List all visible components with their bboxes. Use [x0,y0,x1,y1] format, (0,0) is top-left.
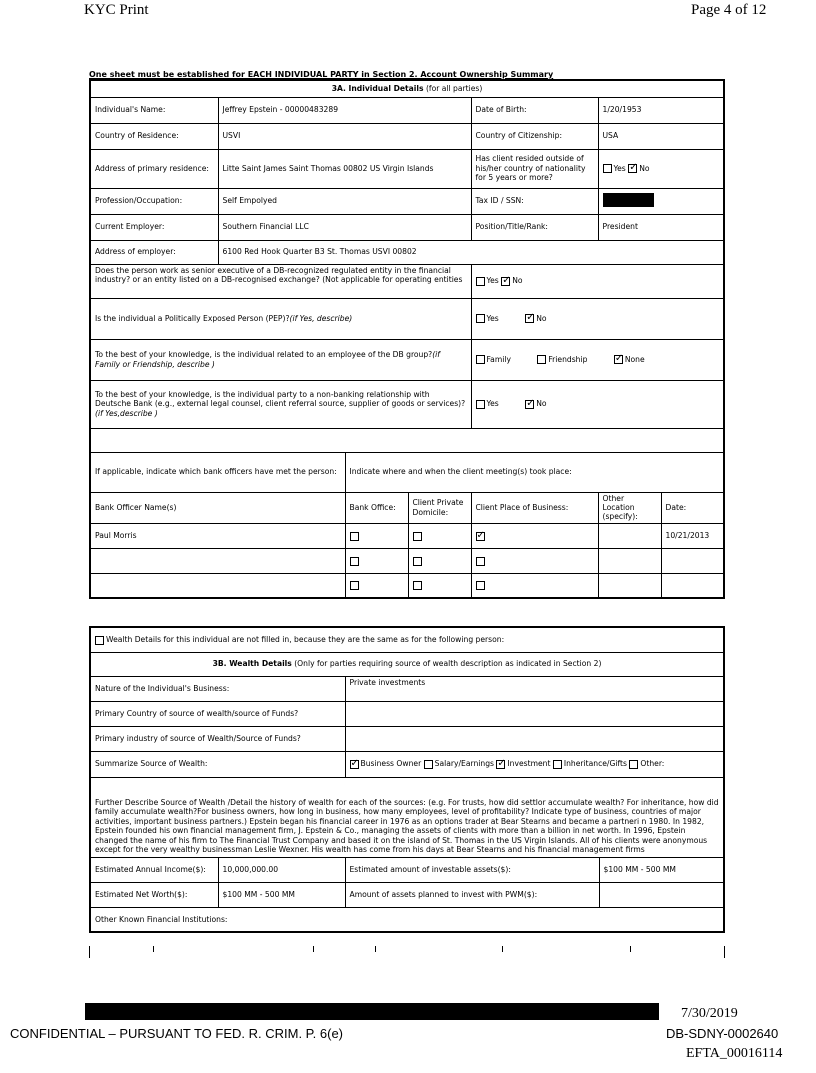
meeting-office-cell [345,523,408,548]
friendship-label: Friendship [548,354,588,364]
residence-label: Country of Residence: [90,123,218,149]
meeting-date-cell: 10/21/2013 [661,523,724,548]
position-label: Position/Title/Rank: [471,214,598,240]
meeting-office-cell [345,548,408,573]
other-institutions-label: Other Known Financial Institutions: [90,907,724,932]
citizenship-label: Country of Citizenship: [471,123,598,149]
cut-tick [313,946,314,952]
citizenship-value: USA [598,123,724,149]
section-3b-title-bold: 3B. Wealth Details [212,659,292,669]
resided-yes-checkbox[interactable] [603,164,612,173]
nonbanking-options [471,380,724,428]
same-as-label: Wealth Details for this individual are not filled in, because they are the same as for the following person: [106,635,505,644]
dob-value: 1/20/1953 [598,97,724,123]
meeting-other-cell [598,573,661,598]
meeting-row [90,573,724,598]
networth-label: Estimated Net Worth($): [90,882,218,907]
footer-bates-number: DB-SDNY-0002640 [666,1026,779,1041]
planned-value [599,882,724,907]
industry-label: Primary industry of source of Wealth/Source of Funds? [90,726,345,751]
profession-value: Self Empolyed [218,188,471,214]
related-question-text: To the best of your knowledge, is the individual related to an employee of the DB group? [95,350,433,360]
investable-label: Estimated amount of investable assets($): [345,857,599,882]
col-officer-header: Bank Officer Name(s) [90,492,345,523]
business-value: Private investments [345,676,724,701]
meeting-other-cell [598,523,661,548]
planned-label: Amount of assets planned to invest with PWM($): [345,882,599,907]
profession-label: Profession/Occupation: [90,188,218,214]
cut-tick [153,946,154,952]
footer-efta-number: EFTA_00016114 [686,1046,783,1061]
col-other-header: Other Location (specify): [598,492,661,523]
footer-date: 7/30/2019 [681,1006,738,1021]
pep-question-note: (if Yes, describe) [289,313,353,323]
meeting-business-cell [471,573,598,598]
domicile-checkbox[interactable] [413,581,422,590]
employer-address-label: Address of employer: [90,240,218,264]
country-value [345,701,724,726]
pep-question-text: Is the individual a Politically Exposed Person (PEP)? [95,313,290,323]
col-date-header: Date: [661,492,724,523]
family-label: Family [486,354,511,364]
meeting-office-cell [345,573,408,598]
meeting-row [90,523,724,548]
print-header-title: KYC Print [84,2,149,18]
investment-checkbox[interactable] [496,760,505,769]
employer-value: Southern Financial LLC [218,214,471,240]
salary-checkbox[interactable] [424,760,433,769]
page-cut-edge [89,946,725,958]
meeting-domicile-cell [408,573,471,598]
nonbanking-question-text: To the best of your knowledge, is the individual party to a non-banking relationship with Deutsche Bank (e.g., external legal counsel, client referral source, supplier of goods or services)? [95,389,466,409]
nonbanking-yes-label: Yes [486,399,499,409]
pep-question [90,298,471,339]
office-checkbox[interactable] [350,581,359,590]
meeting-business-cell [471,523,598,548]
section-instruction: One sheet must be established for EACH INDIVIDUAL PARTY in Section 2. Account Ownership Summary [89,70,554,79]
employer-label: Current Employer: [90,214,218,240]
meeting-officer-cell [90,548,345,573]
industry-value [345,726,724,751]
meeting-other-cell [598,548,661,573]
meeting-label: Indicate where and when the client meeting(s) took place: [345,452,724,492]
pep-no-checkbox[interactable] [525,314,534,323]
nonbanking-question [90,380,471,428]
business-owner-checkbox[interactable] [350,760,359,769]
domicile-checkbox[interactable] [413,532,422,541]
name-label: Individual's Name: [90,97,218,123]
spacer-row [90,428,724,452]
pep-yes-checkbox[interactable] [476,314,485,323]
summary-label: Summarize Source of Wealth: [90,751,345,777]
senior-exec-no-label: No [512,276,523,286]
salary-label: Salary/Earnings [434,759,494,769]
business-checkbox[interactable] [476,581,485,590]
dob-label: Date of Birth: [471,97,598,123]
inheritance-checkbox[interactable] [553,760,562,769]
section-3b-title [90,652,724,676]
related-question [90,339,471,380]
other-label: Other: [640,759,665,769]
taxid-label: Tax ID / SSN: [471,188,598,214]
senior-exec-no-checkbox[interactable] [501,277,510,286]
pep-yes-label: Yes [486,313,499,323]
nonbanking-yes-checkbox[interactable] [476,400,485,409]
business-label: Nature of the Individual's Business: [90,676,345,701]
senior-exec-question: Does the person work as senior executive of a DB-recognized regulated entity in the financial industry? or an entity listed on a DB-recognised exchange? (Not applicable for operating entities [90,264,471,298]
none-label: None [624,354,645,364]
individual-details-table [89,79,725,599]
resided-no-checkbox[interactable] [628,164,637,173]
same-as-row [90,627,724,652]
networth-value: $100 MM - 500 MM [218,882,345,907]
col-domicile-header: Client Private Domicile: [408,492,471,523]
nonbanking-no-checkbox[interactable] [525,400,534,409]
col-business-header: Client Place of Business: [471,492,598,523]
meeting-date-cell [661,573,724,598]
resided-no-label: No [639,163,650,173]
position-value: President [598,214,724,240]
income-value: 10,000,000.00 [218,857,345,882]
taxid-redaction [603,193,654,207]
section-3a-title-bold: 3A. Individual Details [331,84,424,93]
business-checkbox[interactable] [476,532,485,541]
related-question-note: (if Family or Friendship, describe ) [95,350,440,369]
senior-exec-yes-checkbox[interactable] [476,277,485,286]
officers-label: If applicable, indicate which bank officers have met the person: [90,452,345,492]
meeting-row [90,548,724,573]
same-as-checkbox[interactable] [95,636,104,645]
nonbanking-question-note: (if Yes,describe ) [95,408,158,418]
domicile-checkbox[interactable] [413,557,422,566]
section-3b-title-note: (Only for parties requiring source of wealth description as indicated in Section 2) [294,659,602,669]
residence-value: USVI [218,123,471,149]
business-checkbox[interactable] [476,557,485,566]
cut-tick [502,946,503,952]
other-checkbox[interactable] [629,760,638,769]
footer-confidential: CONFIDENTIAL – PURSUANT TO FED. R. CRIM. P. 6(e) [10,1026,344,1041]
income-label: Estimated Annual Income($): [90,857,218,882]
cut-tick [630,946,631,952]
related-options [471,339,724,380]
investable-value: $100 MM - 500 MM [599,857,724,882]
address-value: Litte Saint James Saint Thomas 00802 US Virgin Islands [218,149,471,188]
footer-redaction [85,1003,659,1020]
nonbanking-no-label: No [536,399,547,409]
pep-no-label: No [536,313,547,323]
meeting-officer-cell [90,573,345,598]
business-owner-label: Business Owner [360,759,422,769]
resided-outside-label: Has client resided outside of his/her country of nationality for 5 years or more? [471,149,598,188]
meeting-date-cell [661,548,724,573]
meeting-domicile-cell [408,523,471,548]
cut-tick [375,946,376,952]
senior-exec-yes-label: Yes [486,276,499,286]
further-description: Further Describe Source of Wealth /Detail the history of wealth for each of the sources: (e.g. For trusts, how did settlor accumulate wealth? For inheritance, how did family accumulate wealth?For business owners, how long in business, how many employees, level of profitability? Indicate type of business, countries of major activities, important business partners.) Epstein began his financial career in 1976 as an options trader at Bear Stearns and became a partneri n 1980. In 1982, Epstein founded his own financial management firm, J. Epstein & Co., managing the assets of clients with more than a billion in net worth. In 1996, Epstein changed the name of his firm to The Financial Trust Company and based it on the island of St. Thomas in the US Virgin Islands. All of his clients were anonymous except for the very wealthy businessman Leslie Wexner. His wealth has come from his days at Bear Stearns and his financial management firms [90,777,724,857]
taxid-value [598,188,724,214]
section-3a-title-note: (for all parties) [425,84,483,93]
wealth-details-table [89,626,725,933]
friendship-checkbox[interactable] [537,355,546,364]
none-checkbox[interactable] [614,355,623,364]
investment-label: Investment [507,759,551,769]
meeting-business-cell [471,548,598,573]
address-label: Address of primary residence: [90,149,218,188]
employer-address-value: 6100 Red Hook Quarter B3 St. Thomas USVI 00802 [218,240,724,264]
section-3a-title [90,80,724,97]
office-checkbox[interactable] [350,532,359,541]
summary-options [345,751,724,777]
meeting-domicile-cell [408,548,471,573]
senior-exec-options [471,264,724,298]
pep-options [471,298,724,339]
office-checkbox[interactable] [350,557,359,566]
country-label: Primary Country of source of wealth/source of Funds? [90,701,345,726]
inheritance-label: Inheritance/Gifts [563,759,627,769]
resided-outside-options [598,149,724,188]
col-office-header: Bank Office: [345,492,408,523]
name-value: Jeffrey Epstein - 00000483289 [218,97,471,123]
meeting-officer-cell: Paul Morris [90,523,345,548]
family-checkbox[interactable] [476,355,485,364]
page-number: Page 4 of 12 [691,2,767,18]
resided-yes-label: Yes [613,163,626,173]
